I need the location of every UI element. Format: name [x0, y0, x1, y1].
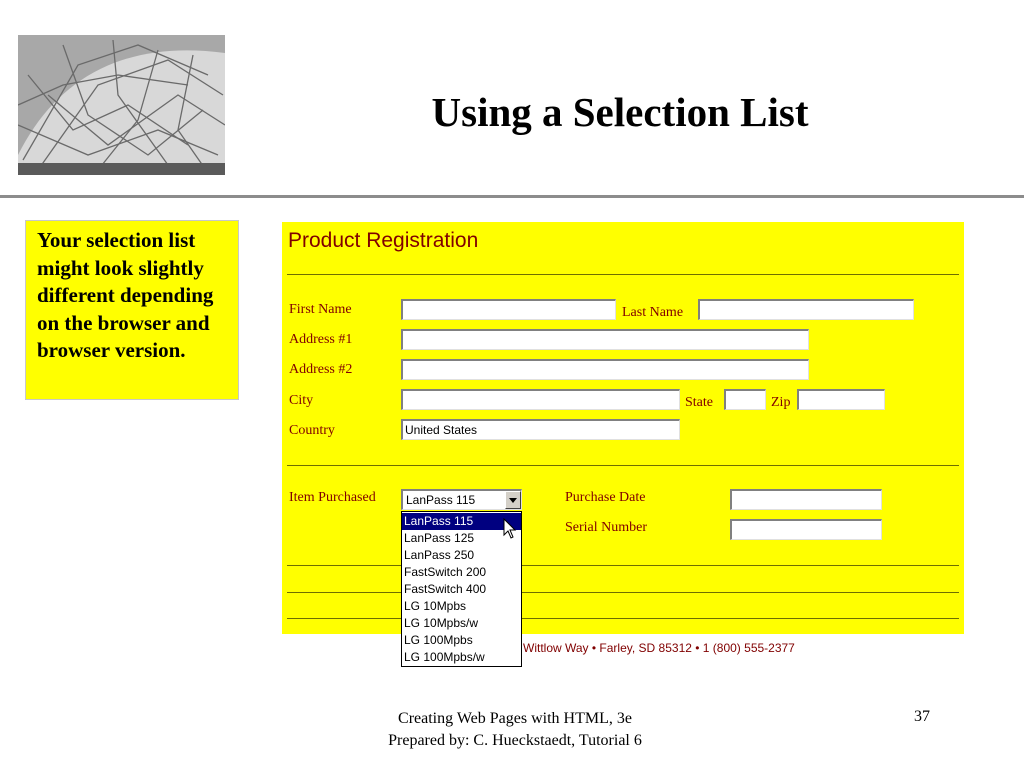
dropdown-option[interactable]: LG 10Mpbs/w — [404, 616, 479, 630]
header-divider — [0, 195, 1024, 198]
address2-label: Address #2 — [289, 362, 353, 377]
last-name-label: Last Name — [622, 305, 684, 320]
dropdown-option[interactable]: LanPass 125 — [404, 531, 475, 545]
purchase-date-field[interactable] — [730, 489, 882, 510]
footer-line-2: Prepared by: C. Hueckstaedt, Tutorial 6 — [388, 732, 642, 749]
note-box: Your selection list might look slightly different depending on the browser and browser version. — [25, 220, 239, 400]
first-name-field[interactable] — [401, 299, 616, 320]
address2-field[interactable] — [401, 359, 809, 380]
dropdown-option[interactable]: LG 10Mpbs — [404, 599, 467, 613]
form-divider — [287, 274, 959, 275]
item-purchased-label: Item Purchased — [289, 490, 376, 505]
item-purchased-select[interactable] — [401, 489, 522, 510]
item-selected-value: LanPass 115 — [406, 493, 476, 507]
slide-footer — [330, 708, 700, 752]
dropdown-option[interactable]: LanPass 250 — [404, 548, 475, 562]
mouse-pointer-icon — [503, 518, 517, 545]
city-field[interactable] — [401, 389, 680, 410]
address1-label: Address #1 — [289, 332, 353, 347]
company-address: Wittlow Way • Farley, SD 85312 • 1 (800) 555-2377 — [523, 641, 795, 655]
state-label: State — [685, 395, 713, 410]
purchase-date-label: Purchase Date — [565, 490, 646, 505]
dropdown-option[interactable]: FastSwitch 400 — [404, 582, 487, 596]
dropdown-option[interactable]: LanPass 115 — [402, 513, 521, 530]
chevron-down-icon[interactable] — [505, 491, 521, 509]
logo-image — [18, 35, 225, 175]
first-name-label: First Name — [289, 302, 352, 317]
zip-label: Zip — [771, 395, 791, 410]
dropdown-option[interactable]: LG 100Mpbs/w — [404, 650, 485, 664]
form-divider — [287, 565, 959, 566]
form-divider — [287, 618, 959, 619]
form-divider — [287, 592, 959, 593]
page-number: 37 — [914, 708, 930, 725]
serial-number-field[interactable] — [730, 519, 882, 540]
city-label: City — [289, 393, 314, 408]
form-divider — [287, 465, 959, 466]
serial-number-label: Serial Number — [565, 520, 648, 535]
slide-title: Using a Selection List — [431, 89, 809, 135]
form-title: Product Registration — [288, 229, 479, 252]
product-registration-form — [282, 222, 964, 634]
state-field[interactable] — [724, 389, 766, 410]
address1-field[interactable] — [401, 329, 809, 350]
zip-field[interactable] — [797, 389, 885, 410]
dropdown-option[interactable]: FastSwitch 200 — [404, 565, 487, 579]
dropdown-option[interactable]: LG 100Mpbs — [404, 633, 473, 647]
footer-line-1: Creating Web Pages with HTML, 3e — [398, 710, 632, 727]
country-field[interactable]: United States — [401, 419, 680, 440]
country-label: Country — [289, 423, 335, 438]
last-name-field[interactable] — [698, 299, 914, 320]
